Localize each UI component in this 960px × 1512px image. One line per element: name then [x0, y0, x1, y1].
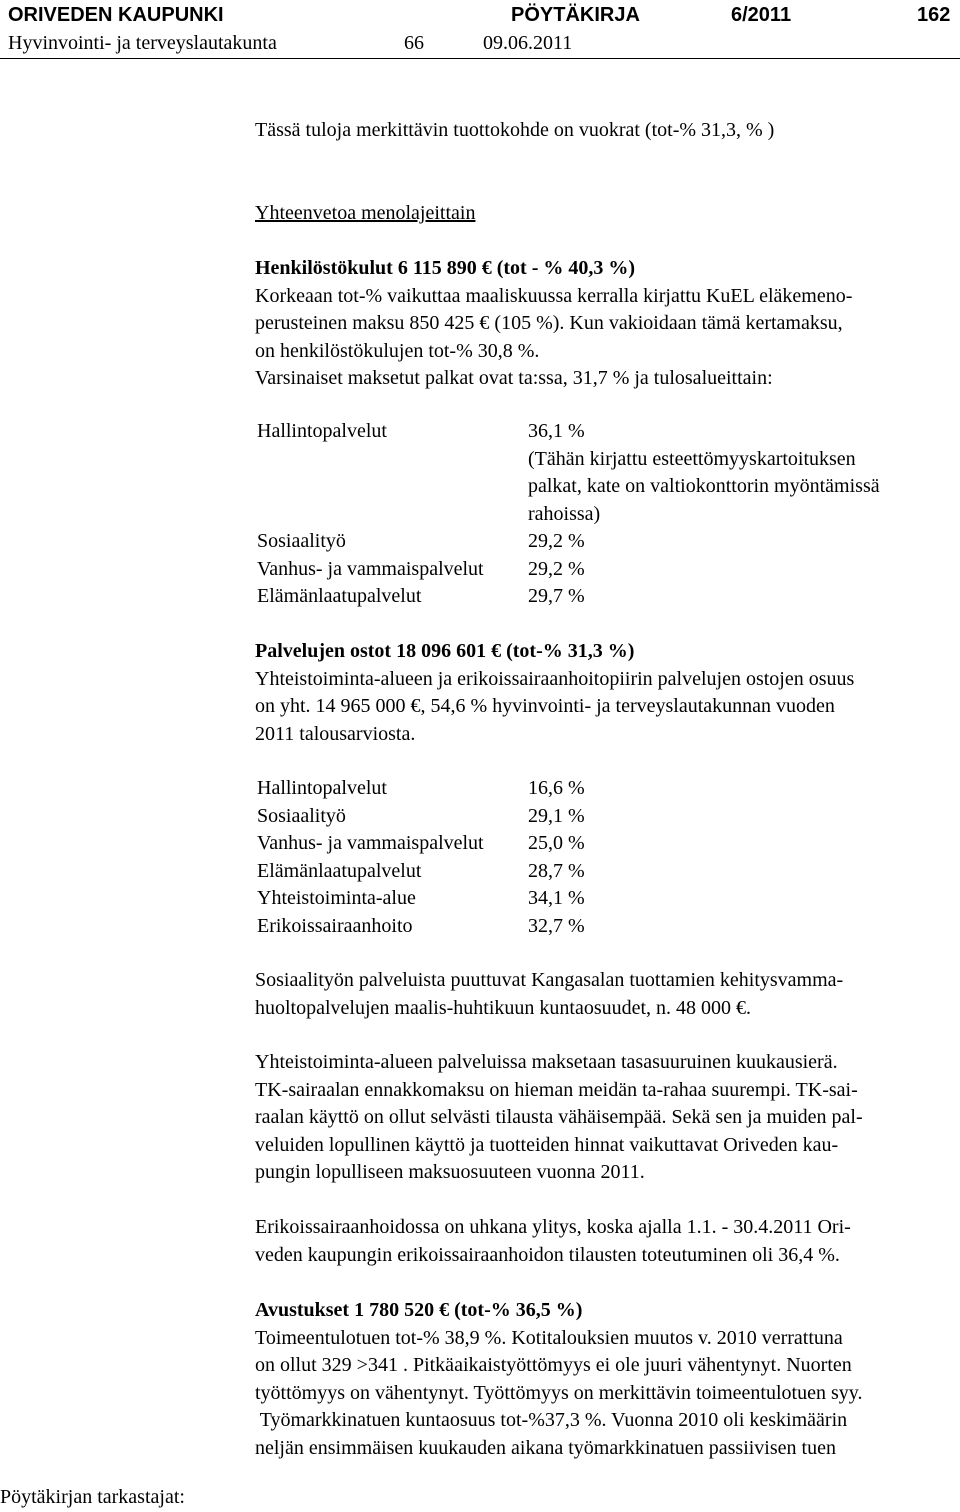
board-name: Hyvinvointi- ja terveyslautakunta [8, 32, 277, 54]
row-value: 36,1 % [528, 420, 585, 442]
grants-line: Toimeentulotuen tot-% 38,9 %. Kotitalouksien muutos v. 2010 verrattuna [255, 1326, 843, 1349]
row-label: Erikoissairaanhoito [257, 914, 413, 937]
page-number: 162 [917, 4, 951, 26]
org-name: ORIVEDEN KAUPUNKI [8, 4, 224, 26]
grants-line: Työmarkkinatuen kuntaosuus tot-%37,3 %. Vuonna 2010 oli keskimäärin [255, 1409, 848, 1431]
grants-line: on ollut 329 >341 . Pitkäaikaistyöttömyys ei ole juuri vähentynyt. Nuorten [255, 1354, 852, 1376]
personnel-heading: Henkilöstökulut 6 115 890 € (tot - % 40,3 %) [255, 257, 636, 279]
note-line: raalan käyttö on ollut selvästi tilausta vähäisempää. Sekä sen ja muiden pal- [255, 1106, 863, 1128]
doc-type: PÖYTÄKIRJA [511, 4, 640, 26]
row-value: 34,1 % [528, 887, 585, 909]
note-line: Sosiaalityön palveluista puuttuvat Kangasalan tuottamien kehitysvamma- [255, 969, 844, 991]
row-label: Vanhus- ja vammaispalvelut [257, 557, 484, 580]
grants-section [255, 1297, 955, 1462]
intro-paragraph [255, 117, 955, 145]
purchases-line: Yhteistoiminta-alueen ja erikoissairaanhoitopiirin palvelujen ostojen osuus [255, 667, 855, 690]
row-note: rahoissa) [528, 502, 601, 525]
intro-line: Tässä tuloja merkittävin tuottokohde on vuokrat (tot-% 31,3, % ) [255, 119, 775, 141]
row-label: Sosiaalityö [257, 530, 346, 552]
row-label: Hallintopalvelut [257, 777, 387, 799]
grants-line: neljän ensimmäisen kuukauden aikana työmarkkinatuen passiivisen tuen [255, 1436, 836, 1459]
purchases-note-3 [255, 1214, 955, 1269]
row-label: Sosiaalityö [257, 804, 346, 827]
purchases-section [255, 638, 955, 748]
purchases-note-2 [255, 1049, 955, 1187]
row-value: 29,2 % [528, 530, 585, 552]
row-label: Hallintopalvelut [257, 420, 387, 442]
note-line: veden kaupungin erikoissairaanhoidon tilausten toteutuminen oli 36,4 %. [255, 1243, 840, 1266]
personnel-line: Korkeaan tot-% vaikuttaa maaliskuussa kerralla kirjattu KuEL eläkemeno- [255, 284, 853, 307]
grants-heading: Avustukset 1 780 520 € (tot-% 36,5 %) [255, 1299, 583, 1321]
note-line: pungin lopulliseen maksuosuuteen vuonna 2011. [255, 1161, 645, 1183]
note-line: Yhteistoiminta-alueen palveluissa maksetaan tasasuuruinen kuukausierä. [255, 1051, 838, 1073]
row-note: palkat, kate on valtiokonttorin myöntämissä [528, 475, 880, 497]
row-label: Elämänlaatupalvelut [257, 859, 422, 882]
grants-line: työttömyys on vähentynyt. Työttömyys on merkittävin toimeentulotuen syy. [255, 1381, 863, 1404]
purchases-heading: Palvelujen ostot 18 096 601 € (tot-% 31,3 %) [255, 640, 635, 662]
section-number: 66 [404, 32, 424, 54]
personnel-line: on henkilöstökulujen tot-% 30,8 %. [255, 339, 540, 362]
note-line: TK-sairaalan ennakkomaksu on hieman meidän ta-rahaa suurempi. TK-sai- [255, 1078, 858, 1101]
summary-heading: Yhteenvetoa menolajeittain [255, 202, 476, 224]
row-label: Vanhus- ja vammaispalvelut [257, 832, 484, 854]
meeting-date: 09.06.2011 [483, 32, 573, 54]
row-value: 29,1 % [528, 804, 585, 827]
row-value: 29,2 % [528, 557, 585, 580]
issue-number: 6/2011 [731, 4, 792, 26]
row-value: 32,7 % [528, 914, 585, 937]
row-value: 25,0 % [528, 832, 585, 854]
header-divider [0, 58, 960, 59]
note-line: huoltopalvelujen maalis-huhtikuun kuntaosuudet, n. 48 000 €. [255, 996, 752, 1019]
personnel-line: perusteinen maksu 850 425 € (105 %). Kun vakioidaan tämä kertamaksu, [255, 312, 843, 334]
purchases-note-1 [255, 967, 955, 1022]
purchases-line: on yht. 14 965 000 €, 54,6 % hyvinvointi- ja terveyslautakunnan vuoden [255, 695, 835, 717]
purchases-line: 2011 talousarviosta. [255, 722, 416, 745]
row-note: (Tähän kirjattu esteettömyyskartoituksen [528, 447, 856, 470]
row-label: Yhteistoiminta-alue [257, 887, 416, 909]
row-label: Elämänlaatupalvelut [257, 585, 422, 607]
personnel-section [255, 255, 955, 393]
note-line: Erikoissairaanhoidossa on uhkana ylitys, koska ajalla 1.1. - 30.4.2011 Ori- [255, 1216, 851, 1238]
row-value: 16,6 % [528, 777, 585, 799]
row-value: 29,7 % [528, 585, 585, 607]
personnel-line: Varsinaiset maksetut palkat ovat ta:ssa, 31,7 % ja tulosalueittain: [255, 367, 773, 389]
row-value: 28,7 % [528, 859, 585, 882]
footer-reviewers-label: Pöytäkirjan tarkastajat: [0, 1486, 185, 1508]
note-line: veluiden lopullinen käyttö ja tuotteiden hinnat vaikuttavat Oriveden kau- [255, 1133, 839, 1156]
